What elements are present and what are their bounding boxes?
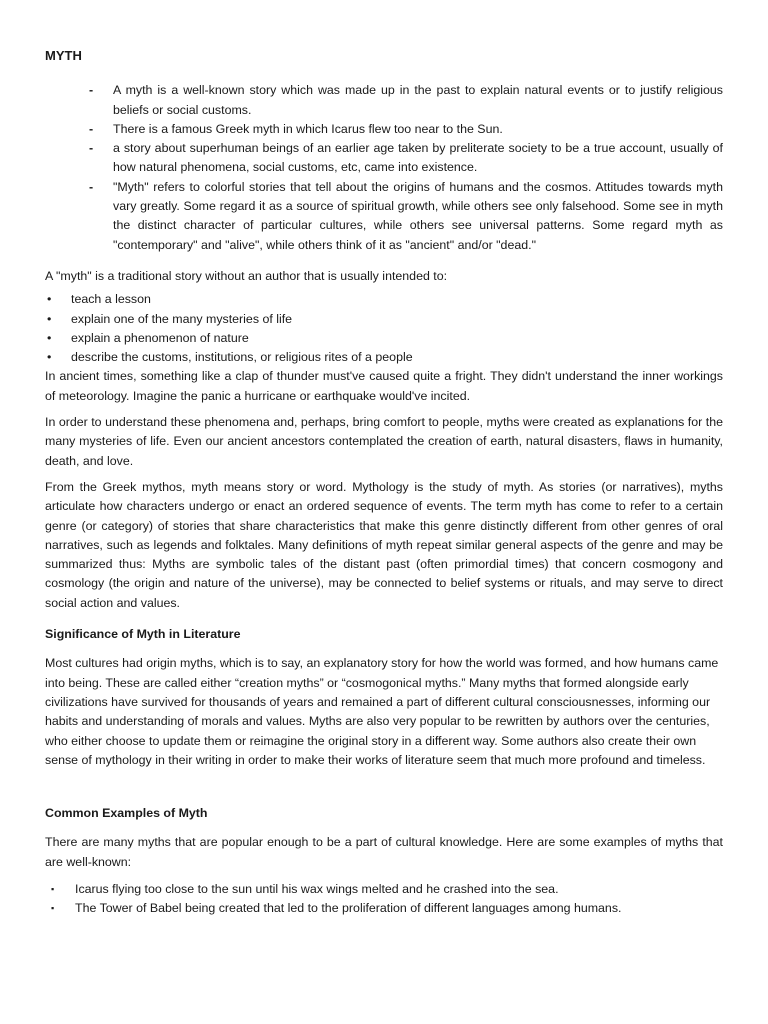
document-page: [45, 46, 723, 919]
example-text: Icarus flying too close to the sun until his wax wings melted and he crashed into the sea.: [75, 881, 559, 896]
dash-marker: -: [89, 121, 94, 136]
dash-marker: -: [89, 179, 94, 194]
spacer: [45, 776, 723, 794]
example-item: [45, 880, 723, 899]
purpose-list: [45, 290, 723, 367]
square-bullet-marker: ▪: [51, 903, 55, 914]
significance-heading: Significance of Myth in Literature: [45, 627, 241, 642]
definition-text: There is a famous Greek myth in which Icarus flew too near to the Sun.: [113, 121, 503, 136]
definition-item: [45, 178, 723, 255]
purpose-item: [45, 310, 723, 329]
purpose-item: [45, 290, 723, 309]
examples-list: [45, 880, 723, 919]
bullet-marker: •: [47, 330, 52, 345]
purpose-text: teach a lesson: [71, 292, 151, 307]
dash-marker: -: [89, 141, 94, 156]
definition-item: [45, 81, 723, 120]
paragraph-greek-mythos: From the Greek mythos, myth means story or word. Mythology is the study of myth. As stories (or narratives), myths articulate how characters undergo or enact an ordered sequence of events. The term myth has come to refer to a certain genre (or category) of stories that share characteristics that make this genre distinctly different from other genres of oral narratives, such as legends and folktales. Many definitions of myth repeat similar general aspects of the genre and may be summarized thus: Myths are symbolic tales of the distant past (often primordial times) that concern cosmogony and cosmology (the origin and nature of the universe), may be connected to belief systems or rituals, and may serve to direct social action and values.: [45, 479, 723, 610]
definition-text: A myth is a well-known story which was made up in the past to explain natural events or to justify religious beliefs or social customs.: [113, 83, 723, 117]
purpose-item: [45, 348, 723, 367]
definition-text: "Myth" refers to colorful stories that tell about the origins of humans and the cosmos. Attitudes towards myth vary greatly. Some regard it as a source of spiritual growth, while others see only falsehood. Some see in myth the distinct character of particular cultures, while others see universal patterns. Some regard myth as "contemporary" and "alive", while others think of it as "ancient" and/or "dead.": [113, 179, 723, 252]
document-title: MYTH: [45, 48, 82, 63]
example-item: [45, 899, 723, 918]
definition-text: a story about superhuman beings of an earlier age taken by preliterate society to be a true account, usually of how natural phenomena, social customs, etc, came into existence.: [113, 141, 723, 175]
purpose-text: explain one of the many mysteries of life: [71, 311, 293, 326]
examples-intro: There are many myths that are popular enough to be a part of cultural knowledge. Here are some examples of myths that are well-known:: [45, 835, 723, 869]
paragraph-understanding: In order to understand these phenomena and, perhaps, bring comfort to people, myths were created as explanations for the many mysteries of life. Even our ancient ancestors contemplated the creation of earth, natural disasters, flaws in humanity, death, and love.: [45, 415, 723, 468]
purpose-text: describe the customs, institutions, or religious rites of a people: [71, 350, 413, 365]
bullet-marker: •: [47, 311, 52, 326]
definition-item: [45, 120, 723, 139]
example-text: The Tower of Babel being created that led to the proliferation of different languages among humans.: [75, 901, 622, 916]
purpose-item: [45, 329, 723, 348]
definition-list: [45, 81, 723, 255]
paragraph-ancient-times: In ancient times, something like a clap of thunder must've caused quite a fright. They didn't understand the inner workings of meteorology. Imagine the panic a hurricane or earthquake would've incited.: [45, 369, 723, 403]
purpose-text: explain a phenomenon of nature: [71, 330, 249, 345]
bullet-marker: •: [47, 350, 52, 365]
dash-marker: -: [89, 83, 94, 98]
significance-paragraph: Most cultures had origin myths, which is to say, an explanatory story for how the world was formed, and how humans came into being. These are called either “creation myths” or “cosmogonical myths.” Many myths that formed alongside early civilizations have survived for thousands of years and remained a part of different cultural consciousnesses, informing our habits and understanding of morals and values. Myths are also very popular to be rewritten by authors over the centuries, who either choose to update them or reimagine the original story in a different way. Some authors also create their own sense of mythology in their writing in order to make their works of literature seem that much more profound and timeless.: [45, 656, 719, 767]
bullet-marker: •: [47, 292, 52, 307]
intro-line: A "myth" is a traditional story without an author that is usually intended to:: [45, 268, 448, 283]
definition-item: [45, 139, 723, 178]
square-bullet-marker: ▪: [51, 883, 55, 894]
examples-heading: Common Examples of Myth: [45, 806, 208, 821]
